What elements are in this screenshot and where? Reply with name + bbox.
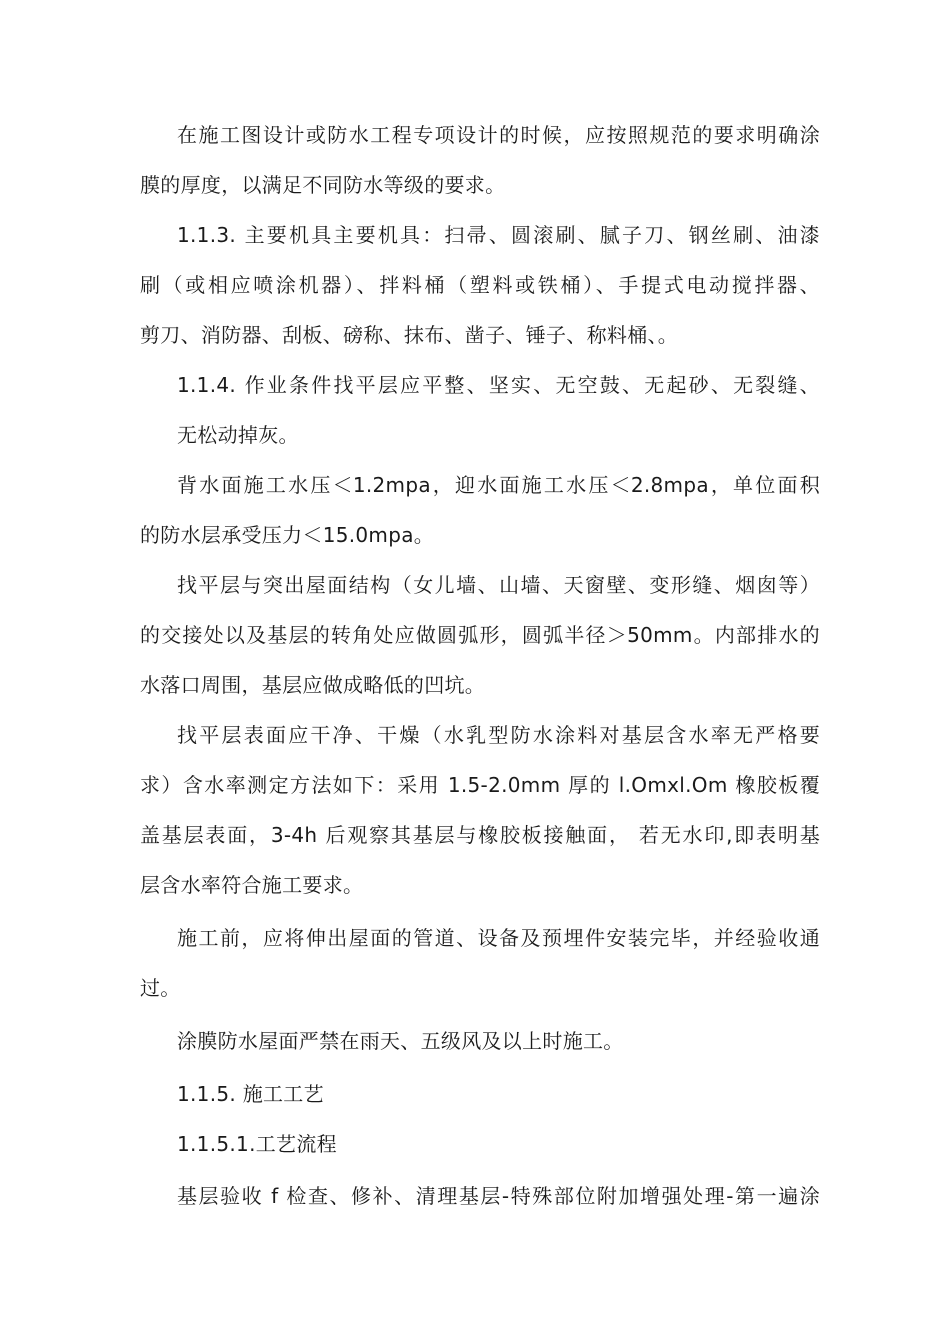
section-heading-1-1-5: 1.1.5. 施工工艺	[177, 1082, 324, 1106]
paragraph-line: 的防水层承受压力＜15.0mpa。	[140, 523, 435, 547]
paragraph-line: 过。	[140, 976, 181, 1000]
paragraph-line: 层含水率符合施工要求。	[140, 873, 364, 897]
paragraph-line: 水落口周围，基层应做成略低的凹坑。	[140, 673, 486, 697]
paragraph-line: 找平层表面应干净、干燥（水乳型防水涂料对基层含水率无严格要	[177, 723, 820, 747]
paragraph-line: 在施工图设计或防水工程专项设计的时候，应按照规范的要求明确涂	[177, 123, 820, 147]
section-heading-1-1-4: 1.1.4. 作业条件找平层应平整、坚实、无空鼓、无起砂、无裂缝、	[177, 373, 820, 397]
paragraph-line: 刷（或相应喷涂机器）、拌料桶（塑料或铁桶）、手提式电动搅拌器、	[140, 273, 820, 297]
paragraph-line: 施工前，应将伸出屋面的管道、设备及预埋件安装完毕，并经验收通	[177, 926, 820, 950]
paragraph-line: 背水面施工水压＜1.2mpa，迎水面施工水压＜2.8mpa，单位面积	[177, 473, 820, 497]
paragraph-line: 找平层与突出屋面结构（女儿墙、山墙、天窗壁、变形缝、烟囱等）	[177, 573, 820, 597]
paragraph-line: 剪刀、消防器、刮板、磅称、抹布、凿子、锤子、称料桶、。	[140, 323, 679, 347]
paragraph-line: 盖基层表面，3-4h 后观察其基层与橡胶板接触面， 若无水印,即表明基	[140, 823, 820, 847]
paragraph-line: 膜的厚度，以满足不同防水等级的要求。	[140, 173, 506, 197]
paragraph-line: 的交接处以及基层的转角处应做圆弧形，圆弧半径＞50mm。内部排水的	[140, 623, 820, 647]
section-heading-1-1-3: 1.1.3. 主要机具主要机具：扫帚、圆滚刷、腻子刀、钢丝刷、油漆	[177, 223, 820, 247]
section-heading-1-1-5-1: 1.1.5.1.工艺流程	[177, 1132, 337, 1156]
paragraph-line: 基层验收 f 检查、修补、清理基层-特殊部位附加增强处理-第一遍涂	[177, 1184, 820, 1208]
paragraph-line: 无松动掉灰。	[177, 423, 299, 447]
paragraph-line: 求）含水率测定方法如下：采用 1.5-2.0mm 厚的 l.Omxl.Om 橡胶板覆	[140, 773, 820, 797]
paragraph-line: 涂膜防水屋面严禁在雨天、五级风及以上时施工。	[177, 1029, 624, 1053]
